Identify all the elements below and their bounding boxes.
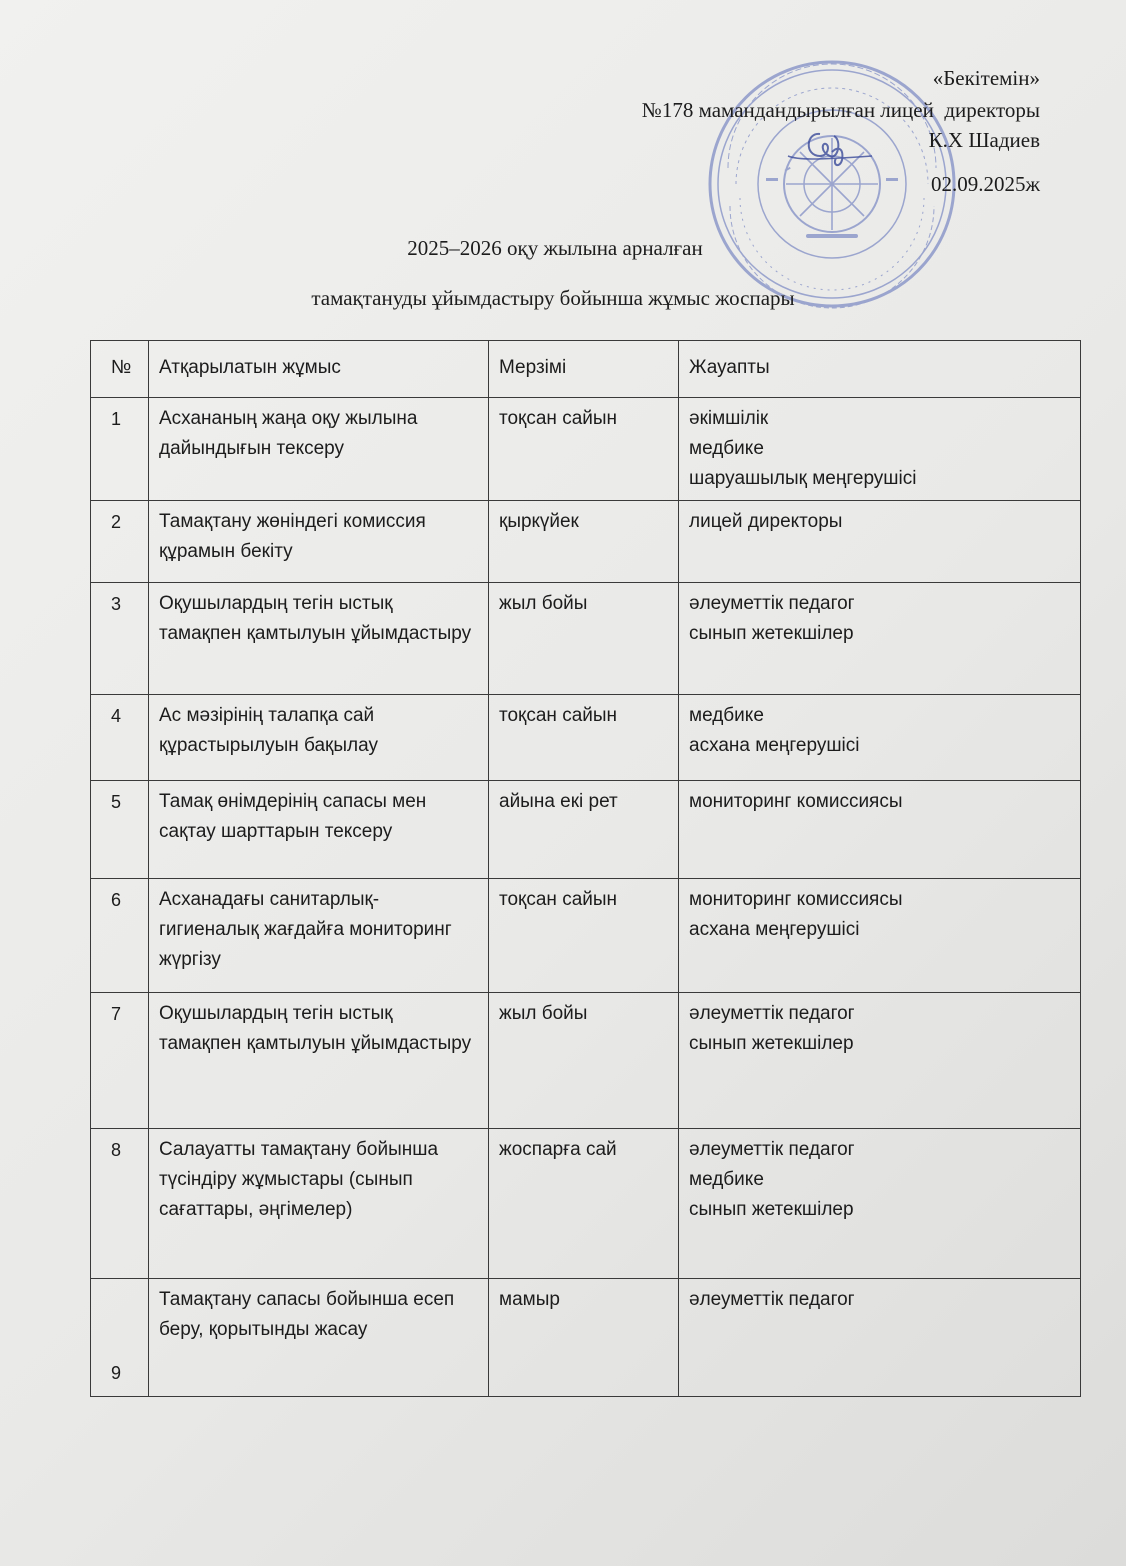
- row-work: Ас мәзірінің талапқа сай құрастырылуын бақылау: [149, 695, 489, 781]
- table-row: [91, 583, 1081, 695]
- row-work: Оқушылардың тегін ыстық тамақпен қамтылуын ұйымдастыру: [149, 583, 489, 695]
- approval-date: 02.09.2025ж: [930, 172, 1040, 196]
- row-number: 6: [91, 879, 149, 993]
- row-number: 8: [91, 1129, 149, 1279]
- row-responsible: [679, 583, 1081, 695]
- table-row: [91, 695, 1081, 781]
- row-term: жоспарға сай: [489, 1129, 679, 1279]
- row-term: тоқсан сайын: [489, 879, 679, 993]
- row-number: 4: [91, 695, 149, 781]
- row-term: жыл бойы: [489, 993, 679, 1129]
- responsible-item: әлеуметтік педагог: [689, 593, 855, 614]
- row-work: Оқушылардың тегін ыстық тамақпен қамтылуын ұйымдастыру: [149, 993, 489, 1129]
- header-term: Мерзімі: [489, 341, 679, 398]
- responsible-item: сынып жетекшілер: [689, 1199, 854, 1220]
- row-term: қыркүйек: [489, 501, 679, 583]
- document-title-line-2: тамақтануды ұйымдастыру бойынша жұмыс жоспары: [311, 286, 795, 310]
- responsible-item: асхана меңгерушісі: [689, 919, 860, 940]
- table-header-row: [91, 341, 1081, 398]
- row-term: тоқсан сайын: [489, 695, 679, 781]
- row-responsible: [679, 993, 1081, 1129]
- table-row: [91, 879, 1081, 993]
- table-row: [91, 398, 1081, 501]
- work-plan-table-wrap: [90, 340, 1080, 1397]
- row-work: Тамақтану сапасы бойынша есеп беру, қорытынды жасау: [149, 1279, 489, 1397]
- row-number: 2: [91, 501, 149, 583]
- responsible-item: лицей директоры: [689, 511, 843, 532]
- row-responsible: [679, 1279, 1081, 1397]
- row-number: 3: [91, 583, 149, 695]
- row-term: айына екі рет: [489, 781, 679, 879]
- responsible-item: мониторинг комиссиясы: [689, 791, 903, 812]
- header-work: Атқарылатын жұмыс: [149, 341, 489, 398]
- row-responsible: [679, 1129, 1081, 1279]
- row-work: Тамақтану жөніндегі комиссия құрамын бекіту: [149, 501, 489, 583]
- approval-heading: «Бекітемін»: [932, 66, 1040, 90]
- row-work: Салауатты тамақтану бойынша түсіндіру жұмыстары (сынып сағаттары, әңгімелер): [149, 1129, 489, 1279]
- document-title-line-1: 2025–2026 оқу жылына арналған: [407, 236, 703, 260]
- row-term: жыл бойы: [489, 583, 679, 695]
- responsible-item: әлеуметтік педагог: [689, 1139, 855, 1160]
- table-row: [91, 993, 1081, 1129]
- responsible-item: әлеуметтік педагог: [689, 1289, 855, 1310]
- responsible-item: шаруашылық меңгерушісі: [689, 468, 917, 489]
- approval-name: К.Х Шадиев: [928, 128, 1040, 152]
- row-work: Тамақ өнімдерінің сапасы мен сақтау шарттарын тексеру: [149, 781, 489, 879]
- header-responsible: Жауапты: [679, 341, 1081, 398]
- row-number: 7: [91, 993, 149, 1129]
- row-work: Асхананың жаңа оқу жылына дайындығын тексеру: [149, 398, 489, 501]
- table-row: [91, 501, 1081, 583]
- row-work: Асханадағы санитарлық-гигиеналық жағдайға мониторинг жүргізу: [149, 879, 489, 993]
- approval-position: №178 мамандандырылған лицей директоры: [641, 98, 1040, 122]
- responsible-item: әкімшілік: [689, 408, 769, 429]
- responsible-item: медбике: [689, 1169, 764, 1190]
- row-number: 9: [91, 1279, 149, 1397]
- work-plan-table: [90, 340, 1081, 1397]
- approval-block: [520, 62, 1040, 200]
- responsible-item: мониторинг комиссиясы: [689, 889, 903, 910]
- row-term: мамыр: [489, 1279, 679, 1397]
- responsible-item: медбике: [689, 705, 764, 726]
- table-body: [91, 398, 1081, 1397]
- row-responsible: [679, 879, 1081, 993]
- responsible-item: сынып жетекшілер: [689, 623, 854, 644]
- header-number: №: [91, 341, 149, 398]
- row-term: тоқсан сайын: [489, 398, 679, 501]
- responsible-item: медбике: [689, 438, 764, 459]
- row-responsible: [679, 501, 1081, 583]
- row-number: 5: [91, 781, 149, 879]
- row-number: 1: [91, 398, 149, 501]
- table-row: [91, 1129, 1081, 1279]
- table-row: [91, 1279, 1081, 1397]
- responsible-item: асхана меңгерушісі: [689, 735, 860, 756]
- row-responsible: [679, 695, 1081, 781]
- table-row: [91, 781, 1081, 879]
- row-responsible: [679, 398, 1081, 501]
- responsible-item: сынып жетекшілер: [689, 1033, 854, 1054]
- responsible-item: әлеуметтік педагог: [689, 1003, 855, 1024]
- row-responsible: [679, 781, 1081, 879]
